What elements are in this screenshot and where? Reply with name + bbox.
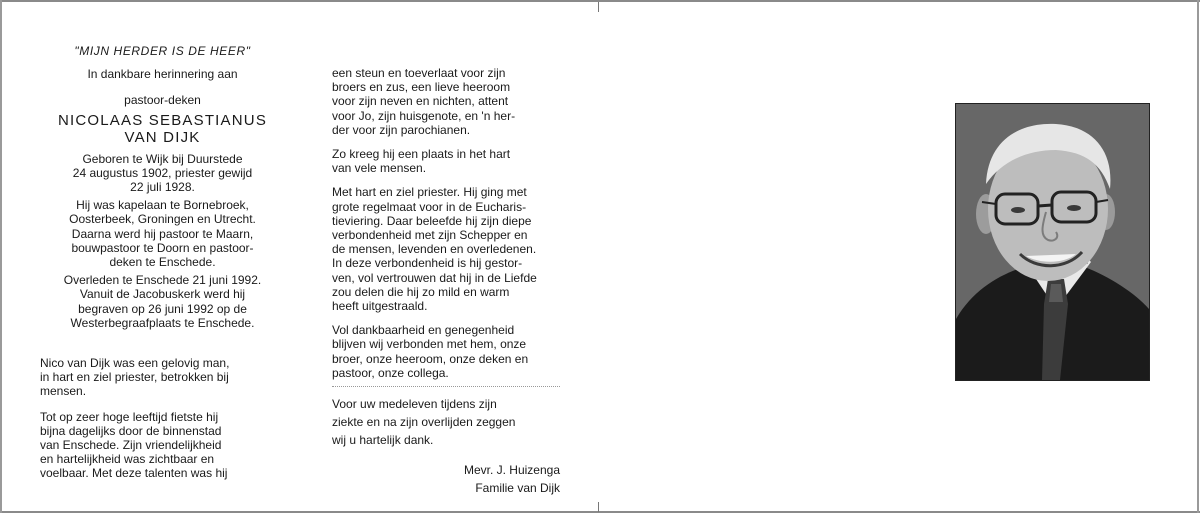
signature-family: Familie van Dijk [475, 481, 560, 496]
motto: "MIJN HERDER IS DE HEER" [74, 44, 251, 58]
birth-ordination: Geboren te Wijk bij Duurstede 24 augustus 1902, priester gewijd 22 juli 1928. [72, 151, 253, 195]
career-pastoor: Daarna werd hij pastoor te Maarn, bouwpastoor te Doorn en pastoor- deken te Enschede. [71, 226, 254, 270]
tribute-paragraph-2: Tot op zeer hoge leeftijd fietste hij bijna dagelijks door de binnenstad van Enschede. Zijn vriendelijkheid en hartelijkheid was zichtbaar en voelbaar. Met deze talenten was hij [40, 409, 228, 481]
card-edge-bottom [0, 511, 1200, 513]
death-burial: Overleden te Enschede 21 juni 1992. Vanuit de Jacobuskerk werd hij begraven op 26 juni 1992 op de Westerbegraafplaats te Enschede. [63, 273, 262, 330]
portrait-photo-icon [955, 103, 1150, 381]
tribute-paragraph-5: Met hart en ziel priester. Hij ging met grote regelmaat voor in de Eucharis- tieviering. Daar beleefde hij zijn diepe verbondenheid met zijn Schepper en de mensen, levenden en overledenen. In deze verbondenheid is hij gestor- ven, vol vertrouwen dat hij in de Liefde zou delen die hij zo mild en warm heeft uitgestraald. [332, 185, 537, 314]
middle-column [332, 66, 560, 497]
intro-text: In dankbare herinnering aan [87, 67, 238, 82]
career-kapelaan: Hij was kapelaan te Bornebroek, Oosterbeek, Groningen en Utrecht. [69, 198, 256, 227]
fold-mark-top [598, 2, 599, 12]
tribute-paragraph-1: Nico van Dijk was een gelovig man, in hart en ziel priester, betrokken bij mensen. [40, 356, 230, 399]
signature-block [332, 461, 560, 497]
tribute-paragraph-4: Zo kreeg hij een plaats in het hart van vele mensen. [332, 147, 511, 176]
portrait-photo-image [956, 104, 1149, 380]
deceased-name: NICOLAAS SEBASTIANUS [57, 111, 268, 129]
fold-mark-bottom [598, 502, 599, 512]
signature-name: Mevr. J. Huizenga [463, 463, 560, 478]
card-edge-right [1197, 0, 1199, 513]
dotted-divider [332, 386, 560, 387]
left-column [40, 44, 285, 481]
tribute-paragraph-6: Vol dankbaarheid en genegenheid blijven wij verbonden met hem, onze broer, onze heeroom, onze deken en pastoor, onze collega. [332, 323, 529, 380]
thanks-paragraph: Voor uw medeleven tijdens zijn ziekte en na zijn overlijden zeggen wij u hartelijk dank. [332, 397, 516, 448]
title-text: pastoor-deken [124, 93, 201, 108]
card-edge-top [0, 0, 1200, 2]
deceased-surname: VAN DIJK [124, 128, 201, 146]
tribute-paragraph-3: een steun en toeverlaat voor zijn broers en zus, een lieve heeroom voor zijn neven en nichten, attent voor Jo, zijn huisgenote, en 'n her- der voor zijn parochianen. [332, 66, 516, 137]
card-edge-left [0, 0, 2, 513]
